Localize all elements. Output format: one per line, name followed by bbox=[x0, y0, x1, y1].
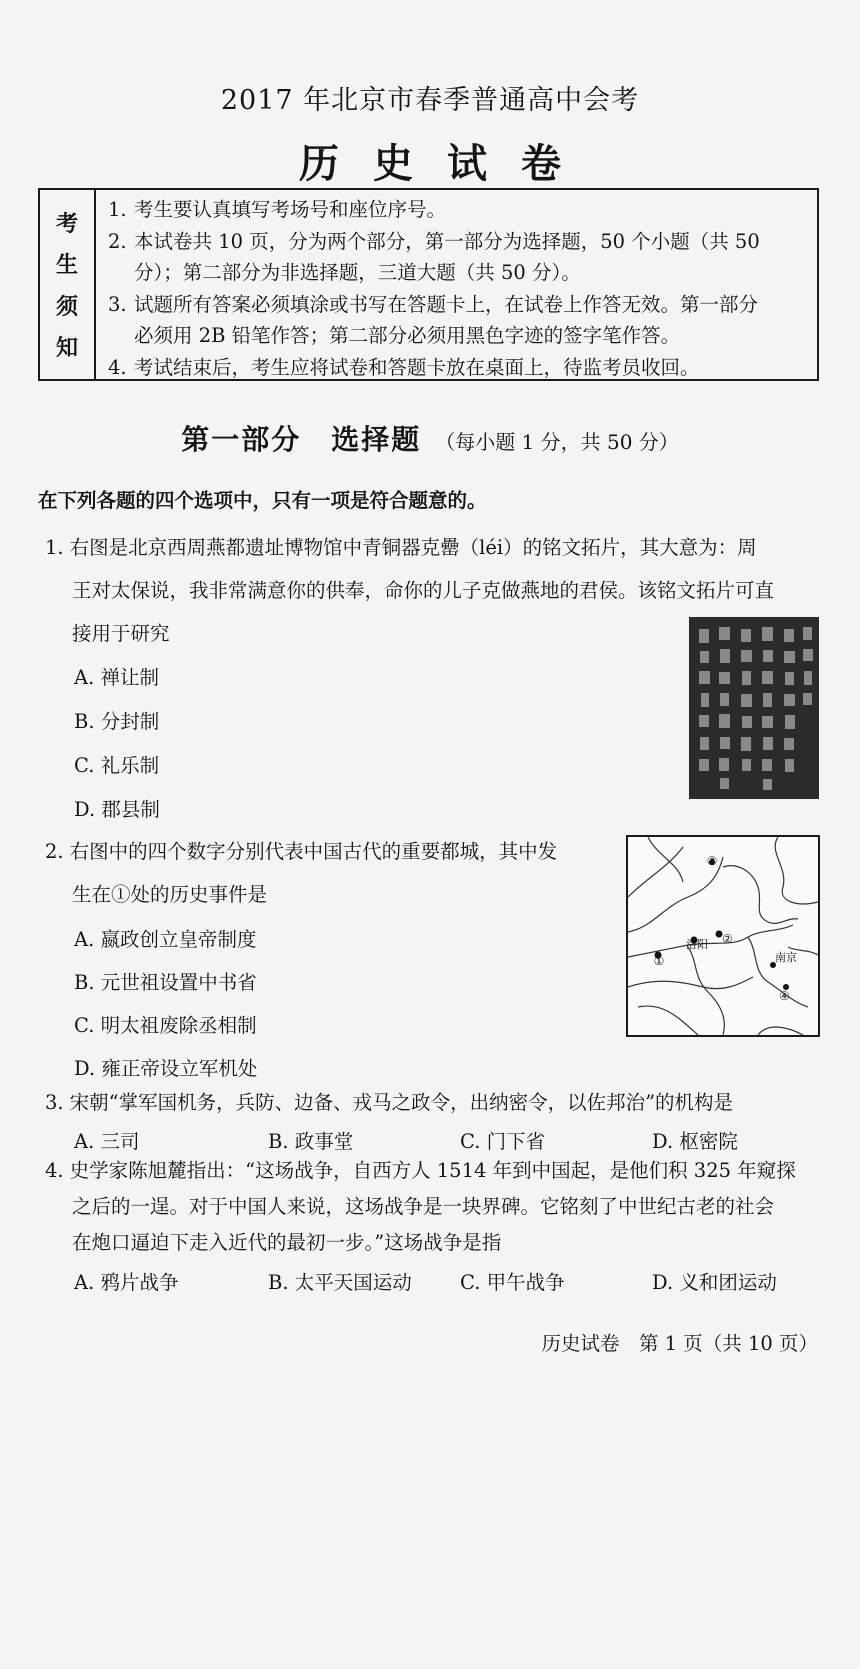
question-line: 在炮口逼迫下走入近代的最初一步。”这场战争是指 bbox=[72, 1231, 502, 1254]
ancient-capitals-map bbox=[626, 835, 820, 1037]
question-stem bbox=[45, 1081, 835, 1124]
option-a[interactable]: A. 嬴政创立皇帝制度 bbox=[74, 928, 257, 951]
option-b[interactable]: B. 元世祖设置中书省 bbox=[74, 971, 257, 994]
section-heading: 第一部分 选择题 bbox=[181, 423, 422, 456]
option-b[interactable]: B. 政事堂 bbox=[268, 1130, 354, 1153]
question-stem bbox=[45, 830, 615, 916]
question-line: 右图中的四个数字分别代表中国古代的重要都城，其中发 bbox=[69, 840, 558, 863]
notice-line: 考试结束后，考生应将试卷和答题卡放在桌面上，待监考员收回。 bbox=[134, 355, 700, 379]
notice-line: 分）；第二部分为非选择题，三道大题（共 50 分）。 bbox=[134, 261, 581, 284]
map-label-nanjing: 南京 bbox=[775, 951, 797, 964]
question-line: 宋朝“掌军国机务，兵防、边备、戎马之政令，出纳密令，以佐邦治”的机构是 bbox=[69, 1091, 734, 1114]
question-4 bbox=[45, 1153, 835, 1261]
option-c[interactable]: C. 甲午战争 bbox=[460, 1271, 565, 1294]
notice-item-number: 1. bbox=[108, 198, 127, 221]
notice-line: 本试卷共 10 页，分为两个部分，第一部分为选择题，50 个小题（共 50 bbox=[134, 229, 760, 253]
bronze-inscription-rubbing-image bbox=[689, 617, 819, 799]
option-a[interactable]: A. 禅让制 bbox=[74, 666, 159, 689]
question-number: 1. bbox=[45, 536, 64, 559]
question-line: 右图是北京西周燕都遗址博物馆中青铜器克罍（léi）的铭文拓片，其大意为：周 bbox=[69, 536, 757, 559]
subject-title: 历史试卷 bbox=[299, 140, 595, 187]
option-d[interactable]: D. 义和团运动 bbox=[652, 1271, 777, 1294]
option-c[interactable]: C. 礼乐制 bbox=[74, 754, 160, 777]
notice-line: 试题所有答案必须填涂或书写在答题卡上，在试卷上作答无效。第一部分 bbox=[134, 292, 759, 316]
instruction-text: 在下列各题的四个选项中，只有一项是符合题意的。 bbox=[38, 489, 487, 512]
map-label-luoyang: 洛阳 bbox=[686, 938, 708, 951]
question-number: 2. bbox=[45, 840, 64, 863]
notice-item bbox=[108, 226, 807, 289]
question-2 bbox=[45, 830, 615, 916]
option-b[interactable]: B. 分封制 bbox=[74, 710, 160, 733]
option-d[interactable]: D. 郡县制 bbox=[74, 798, 160, 821]
notice-side-char: 知 bbox=[55, 334, 78, 361]
notice-item bbox=[108, 352, 807, 384]
question-line: 史学家陈旭麓指出：“这场战争，自西方人 1514 年到中国起，是他们积 325 年窥探 bbox=[69, 1159, 796, 1182]
notice-body bbox=[96, 190, 817, 379]
map-label-1: ① bbox=[653, 954, 665, 968]
notice-item bbox=[108, 289, 807, 352]
question-line: 王对太保说，我非常满意你的供奉，命你的儿子克做燕地的君侯。该铭文拓片可直 bbox=[72, 579, 775, 602]
map-label-4: ④ bbox=[779, 989, 790, 1003]
option-c[interactable]: C. 明太祖废除丞相制 bbox=[74, 1014, 257, 1037]
map-label-2: ② bbox=[722, 932, 733, 946]
notice-side-char: 须 bbox=[55, 293, 78, 320]
section-title bbox=[0, 418, 860, 458]
notice-item-number: 2. bbox=[108, 229, 127, 253]
question-3 bbox=[45, 1081, 835, 1124]
option-d[interactable]: D. 雍正帝设立军机处 bbox=[74, 1057, 258, 1080]
notice-item-number: 4. bbox=[108, 355, 127, 379]
question-stem bbox=[45, 1153, 835, 1261]
question-line: 之后的一逞。对于中国人来说，这场战争是一块界碑。它铭刻了中世纪古老的社会 bbox=[72, 1195, 775, 1218]
notice-side-char: 考 bbox=[55, 211, 78, 238]
notice-side-label bbox=[40, 190, 96, 379]
section-subtitle: （每小题 1 分，共 50 分） bbox=[435, 430, 679, 454]
inscription-rubbing-graphic bbox=[689, 617, 819, 799]
question-line: 生在①处的历史事件是 bbox=[72, 883, 268, 906]
map-label-3: ③ bbox=[706, 854, 718, 868]
notice-line: 考生要认真填写考场号和座位序号。 bbox=[134, 198, 447, 221]
option-b[interactable]: B. 太平天国运动 bbox=[268, 1271, 412, 1294]
question-line: 接用于研究 bbox=[72, 622, 170, 645]
notice-item bbox=[108, 194, 807, 226]
exam-title: 2017 年北京市春季普通高中会考 bbox=[220, 85, 640, 116]
option-d[interactable]: D. 枢密院 bbox=[652, 1130, 738, 1153]
question-number: 3. bbox=[45, 1091, 64, 1114]
notice-side-char: 生 bbox=[55, 252, 78, 279]
option-a[interactable]: A. 鸦片战争 bbox=[74, 1271, 179, 1294]
candidate-notice-box bbox=[38, 188, 819, 381]
page-footer: 历史试卷 第 1 页（共 10 页） bbox=[541, 1332, 818, 1355]
option-c[interactable]: C. 门下省 bbox=[460, 1130, 546, 1153]
notice-line: 必须用 2B 铅笔作答；第二部分必须用黑色字迹的签字笔作答。 bbox=[134, 324, 681, 347]
map-graphic bbox=[628, 837, 818, 1035]
question-number: 4. bbox=[45, 1159, 64, 1182]
option-a[interactable]: A. 三司 bbox=[74, 1130, 140, 1153]
notice-item-number: 3. bbox=[108, 292, 127, 316]
